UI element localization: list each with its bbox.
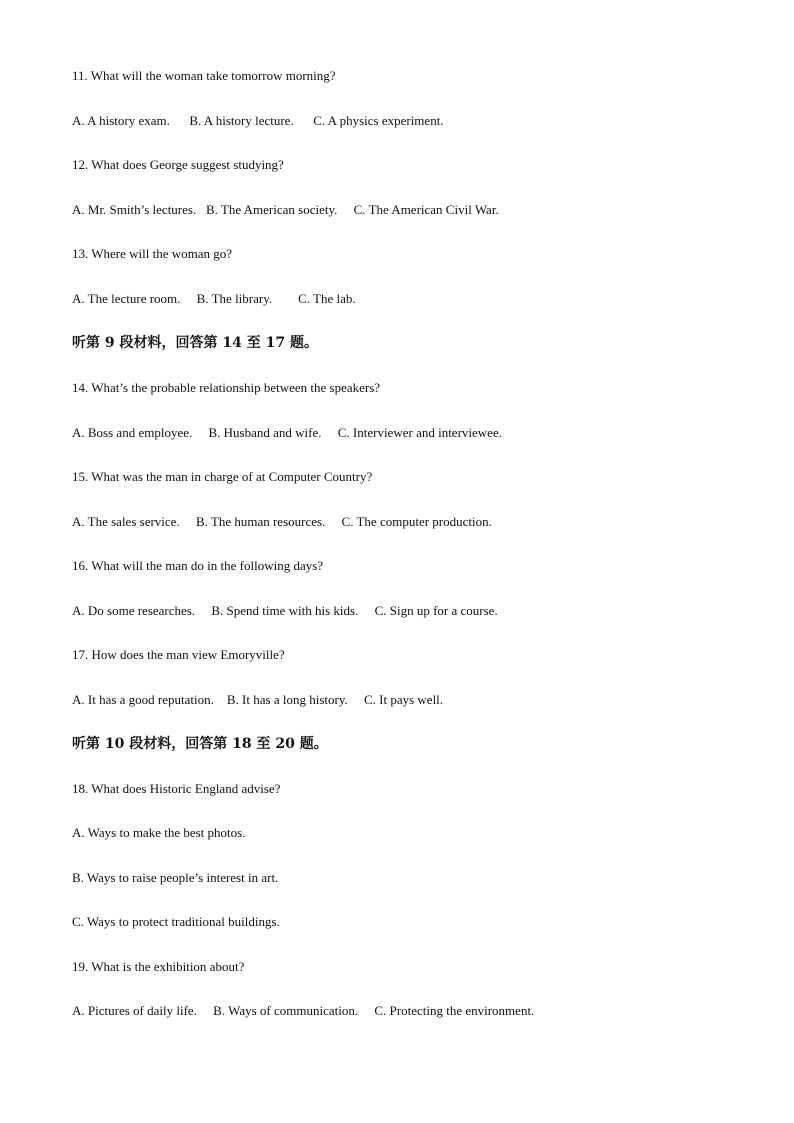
question-16-stem: 16. What will the man do in the following days?	[72, 558, 324, 573]
question-11-stem: 11. What will the woman take tomorrow morning?	[72, 68, 336, 83]
question-13-stem: 13. Where will the woman go?	[72, 246, 233, 261]
question-19-stem: 19. What is the exhibition about?	[72, 959, 245, 974]
section-heading-10: 听第 10 段材料，回答第 18 至 20 题。	[72, 736, 328, 752]
question-12-options: A. Mr. Smith’s lectures. B. The American society. C. The American Civil War.	[72, 202, 499, 217]
question-14-stem: 14. What’s the probable relationship between the speakers?	[72, 380, 381, 395]
question-18-stem: 18. What does Historic England advise?	[72, 781, 281, 796]
question-19-options: A. Pictures of daily life. B. Ways of communication. C. Protecting the environment.	[72, 1003, 535, 1018]
question-17-options: A. It has a good reputation. B. It has a long history. C. It pays well.	[72, 692, 444, 707]
question-13-options: A. The lecture room. B. The library. C. The lab.	[72, 291, 356, 306]
question-11-options: A. A history exam. B. A history lecture. C. A physics experiment.	[72, 113, 444, 128]
question-18-option-c: C. Ways to protect traditional buildings.	[72, 914, 280, 929]
section-heading-9: 听第 9 段材料，回答第 14 至 17 题。	[72, 335, 318, 351]
question-15-options: A. The sales service. B. The human resources. C. The computer production.	[72, 514, 492, 529]
question-16-options: A. Do some researches. B. Spend time with his kids. C. Sign up for a course.	[72, 603, 498, 618]
question-18-option-a: A. Ways to make the best photos.	[72, 825, 246, 840]
question-18-option-b: B. Ways to raise people’s interest in art.	[72, 870, 279, 885]
question-17-stem: 17. How does the man view Emoryville?	[72, 647, 285, 662]
question-14-options: A. Boss and employee. B. Husband and wife. C. Interviewer and interviewee.	[72, 425, 502, 440]
question-15-stem: 15. What was the man in charge of at Computer Country?	[72, 469, 373, 484]
question-12-stem: 12. What does George suggest studying?	[72, 157, 284, 172]
